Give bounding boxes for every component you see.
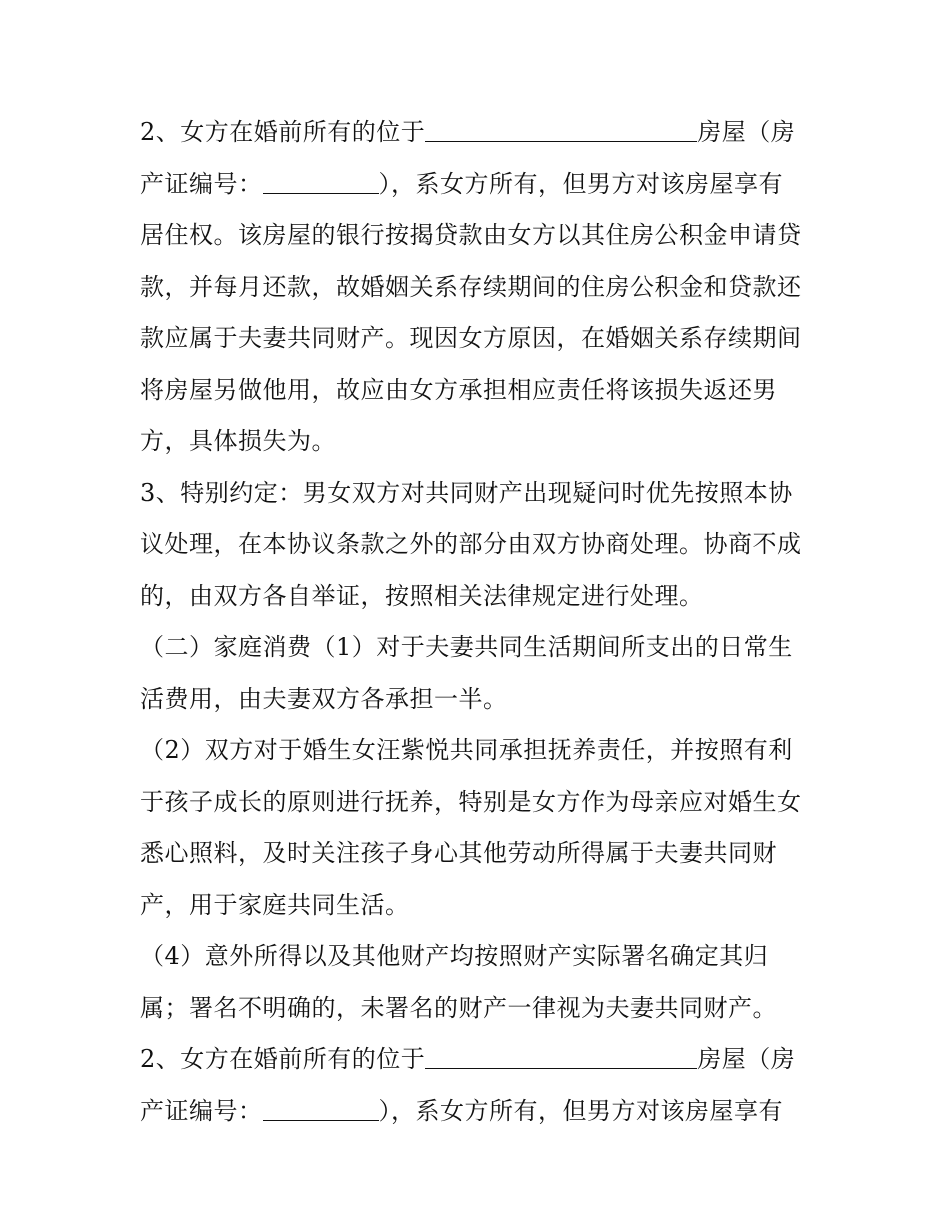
text-line: 悉心照料，及时关注孩子身心其他劳动所得属于夫妻共同财 xyxy=(140,839,777,867)
text-line: 属；署名不明确的，未署名的财产一律视为夫妻共同财产。 xyxy=(140,993,777,1022)
text-line xyxy=(140,159,820,211)
blank-field-certificate-number xyxy=(263,1096,379,1121)
text-segment: ），系女方所有，但男方对该房屋享有 xyxy=(378,169,783,198)
text-line: 产，用于家庭共同生活。 xyxy=(140,890,410,919)
text-segment: 2、女方在婚前所有的位于 xyxy=(140,118,426,146)
text-line: （4）意外所得以及其他财产均按照财产实际署名确定其归 xyxy=(140,942,769,970)
blank-field-certificate-number xyxy=(263,169,379,194)
text-segment: 产证编号： xyxy=(140,169,263,198)
text-segment: 房屋（房 xyxy=(697,1045,796,1073)
text-line: 于孩子成长的原则进行抚养，特别是女方作为母亲应对婚生女 xyxy=(140,787,802,816)
text-line: （2）双方对于婚生女汪紫悦共同承担抚养责任，并按照有利 xyxy=(140,736,793,764)
text-line: 活费用，由夫妻双方各承担一半。 xyxy=(140,684,508,713)
text-line: （二）家庭消费（1）对于夫妻共同生活期间所支出的日常生 xyxy=(140,633,793,661)
text-line: 居住权。该房屋的银行按揭贷款由女方以其住房公积金申请贷 xyxy=(140,221,802,249)
text-line: 议处理，在本协议条款之外的部分由双方协商处理。协商不成 xyxy=(140,530,802,558)
text-segment: ），系女方所有，但男方对该房屋享有 xyxy=(378,1096,783,1125)
text-line: 的，由双方各自举证，按照相关法律规定进行处理。 xyxy=(140,581,704,610)
text-segment: 产证编号： xyxy=(140,1096,263,1125)
text-line xyxy=(140,1086,820,1138)
text-line xyxy=(140,1034,820,1086)
text-line xyxy=(140,107,820,159)
text-line: 3、特别约定：男女双方对共同财产出现疑问时优先按照本协 xyxy=(140,478,793,507)
text-line: 方，具体损失为。 xyxy=(140,427,336,455)
blank-field-address xyxy=(425,1044,697,1069)
text-segment: 2、女方在婚前所有的位于 xyxy=(140,1045,426,1073)
text-line: 款，并每月还款，故婚姻关系存续期间的住房公积金和贷款还 xyxy=(140,272,802,301)
document-body xyxy=(140,107,820,1137)
text-line: 将房屋另做他用，故应由女方承担相应责任将该损失返还男 xyxy=(140,375,777,404)
text-segment: 房屋（房 xyxy=(697,118,796,146)
text-line: 款应属于夫妻共同财产。现因女方原因，在婚姻关系存续期间 xyxy=(140,324,802,352)
blank-field-address xyxy=(425,117,697,142)
